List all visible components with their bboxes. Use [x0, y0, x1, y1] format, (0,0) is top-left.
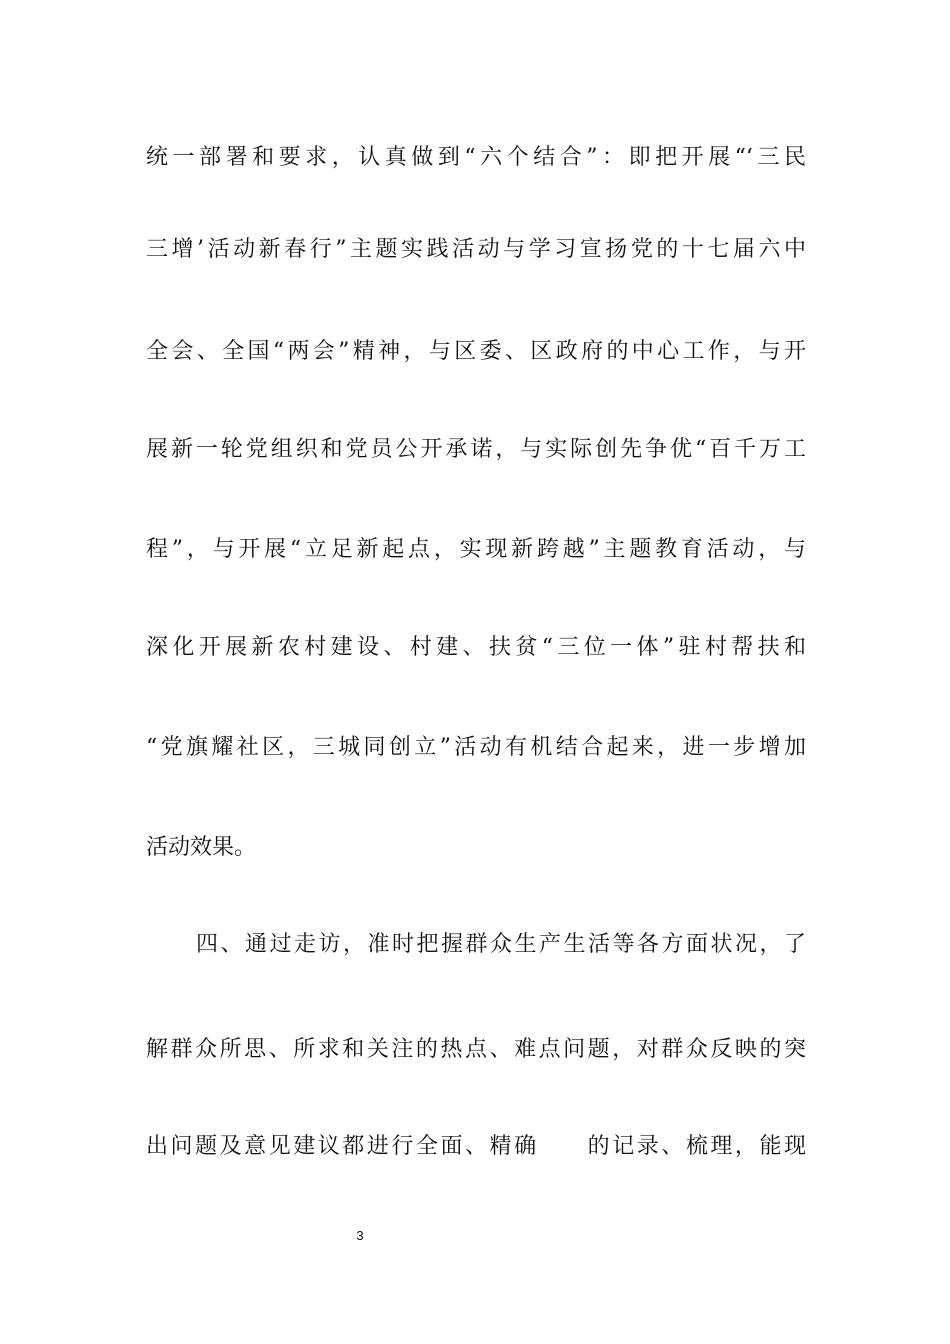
- body-line-10: 解群众所思、所求和关注的热点、难点问题，对群众反映的突: [146, 1037, 806, 1062]
- paragraph-four-first-line: 四、通过走访，准时把握群众生产生活等各方面状况，了: [196, 932, 806, 957]
- body-line-1: 统一部署和要求，认真做到“六个结合”：即把开展“‘三民: [146, 145, 806, 170]
- body-line-7: “党旗耀社区，三城同创立”活动有机结合起来，进一步增加: [146, 735, 806, 760]
- body-line-8: 活动效果。: [146, 835, 257, 860]
- body-line-3: 全会、全国“两会”精神，与区委、区政府的中心工作，与开: [146, 339, 806, 364]
- body-line-2: 三增’活动新春行”主题实践活动与学习宣扬党的十七届六中: [146, 237, 806, 262]
- body-line-4: 展新一轮党组织和党员公开承诺，与实际创先争优“百千万工: [146, 437, 806, 462]
- body-line-11: 出问题及意见建议都进行全面、精确 的记录、梳理，能现: [146, 1134, 806, 1159]
- page-number: 3: [356, 1228, 364, 1243]
- body-line-5: 程”，与开展“立足新起点，实现新跨越”主题教育活动，与: [146, 537, 806, 562]
- body-line-6: 深化开展新农村建设、村建、扶贫“三位一体”驻村帮扶和: [146, 635, 806, 660]
